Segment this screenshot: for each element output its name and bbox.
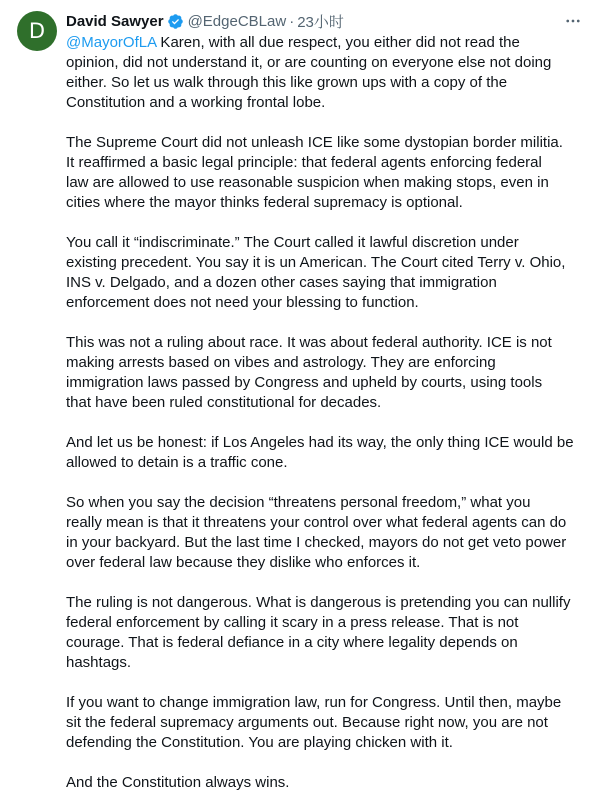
tweet-paragraph: And the Constitution always wins. (66, 774, 290, 791)
tweet-paragraph: You call it “indiscriminate.” The Court called it lawful discretion under existing precedent. You say it is un American. The Court cited Terry v. Ohio, INS v. Delgado, and a dozen other cases saying that immigration enforcement does not need your blessing to function. (66, 234, 566, 311)
timestamp[interactable]: 23小时 (297, 13, 344, 31)
mention-link[interactable]: @MayorOfLA (66, 34, 157, 51)
author-handle[interactable]: @EdgeCBLaw (187, 12, 287, 30)
tweet-header (66, 10, 589, 32)
paragraph-text: Karen, with all due respect, you either did not read the opinion, did not understand it, or are counting on everyone else not doing either. So let us walk through this like grown ups with a copy of the Constitution and a working frontal lobe. (66, 34, 552, 111)
tweet-text (66, 33, 586, 794)
avatar[interactable]: D (17, 11, 57, 51)
tweet-paragraph: So when you say the decision “threatens personal freedom,” what you really mean is that it threatens your control over what federal agents can do in your backyard. But the last time I checked, mayors do not get veto power over federal law because they dislike who enforces it. (66, 494, 567, 571)
author-display-name[interactable]: David Sawyer (66, 12, 164, 30)
more-horizontal-icon[interactable] (562, 10, 584, 32)
verified-badge-icon (167, 13, 184, 30)
tweet-paragraph: The Supreme Court did not unleash ICE like some dystopian border militia. It reaffirmed a basic legal principle: that federal agents enforcing federal law are allowed to use reasonable suspicion when making stops, even in cities where the mayor thinks federal supremacy is optional. (66, 134, 563, 211)
tweet-paragraph (66, 33, 586, 113)
tweet-paragraph: If you want to change immigration law, run for Congress. Until then, maybe sit the federal supremacy arguments out. Because right now, you are not defending the Constitution. You are playing chicken with it. (66, 694, 562, 751)
tweet-paragraph: This was not a ruling about race. It was about federal authority. ICE is not making arrests based on vibes and astrology. They are enforcing immigration laws passed by Congress and upheld by courts, using tools that have been ruled constitutional for decades. (66, 334, 552, 411)
tweet-paragraph: The ruling is not dangerous. What is dangerous is pretending you can nullify federal enforcement by calling it scary in a press release. That is not courage. That is federal defiance in a city where legality depends on hashtags. (66, 594, 571, 671)
separator-dot: · (289, 12, 295, 30)
tweet-paragraph: And let us be honest: if Los Angeles had its way, the only thing ICE would be allowed to detain is a traffic cone. (66, 434, 574, 471)
